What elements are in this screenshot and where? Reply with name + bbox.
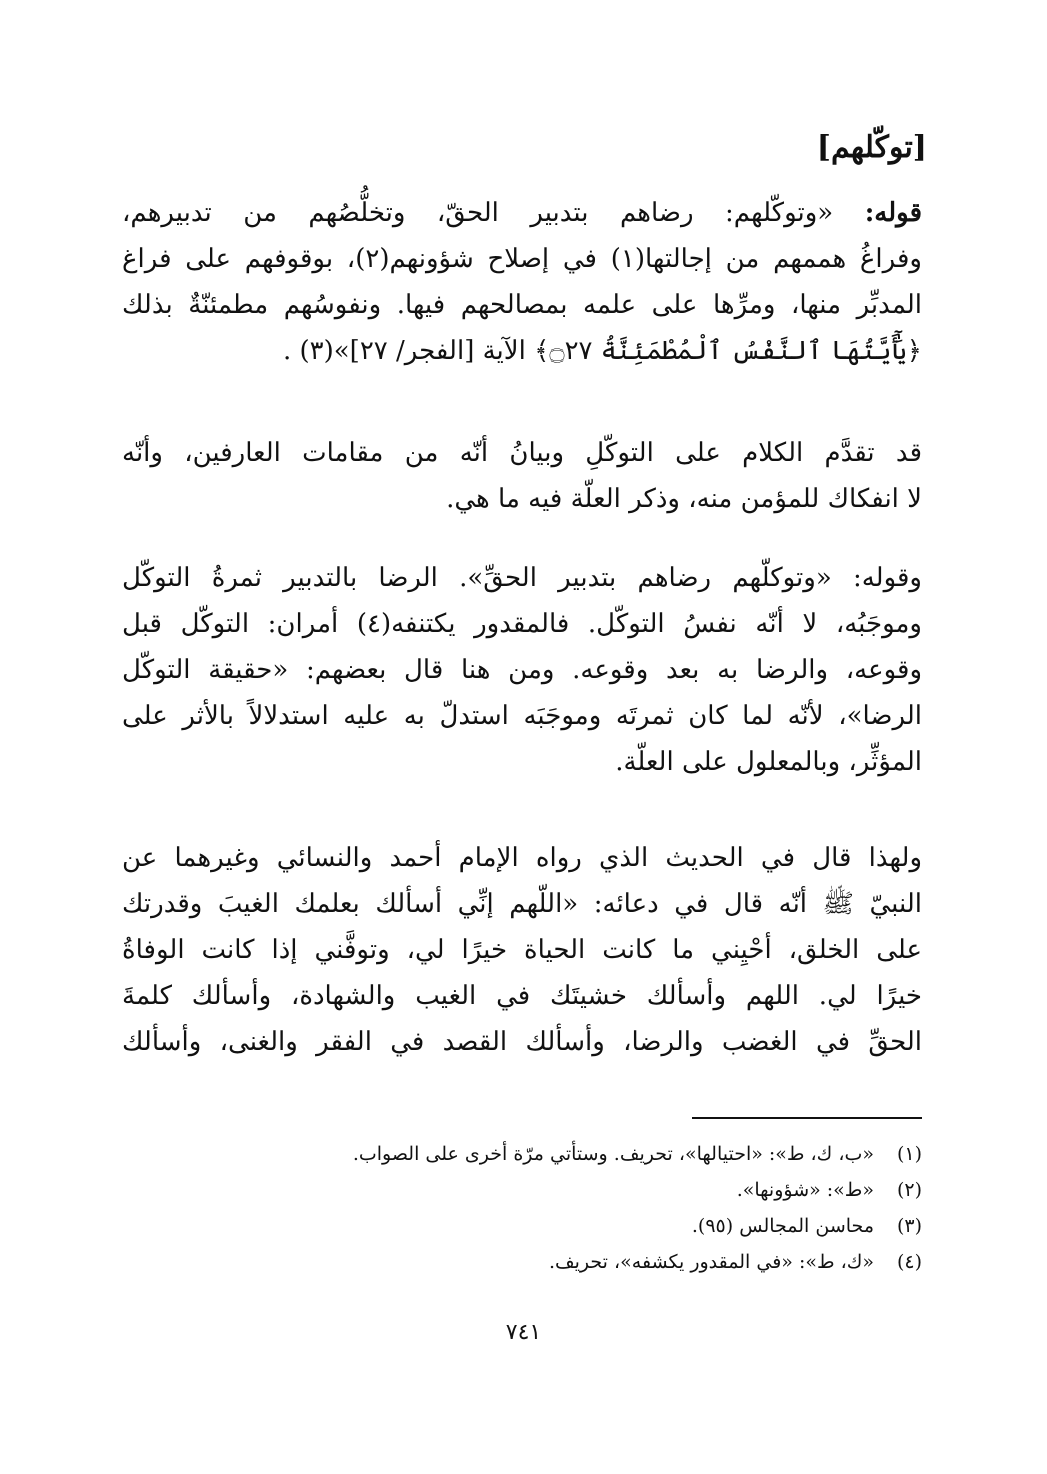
paragraph-line: وقوله: «وتوكلّهم رضاهم بتدبير الحقِّ». الرضا بالتدبير ثمرةُ التوكّل xyxy=(122,563,922,593)
footnote-divider xyxy=(692,1117,922,1119)
footnote xyxy=(122,1172,922,1208)
footnote-number: (٢) xyxy=(896,1179,922,1201)
footnote-number: (١) xyxy=(896,1143,922,1165)
footnote xyxy=(122,1244,922,1280)
paragraph-line: المؤثِّر، وبالمعلول على العلّة. xyxy=(615,747,922,777)
paragraph-line: على الخلق، أحْيِني ما كانت الحياة خيرًا لي، وتوفَّني إذا كانت الوفاةُ xyxy=(122,935,922,965)
paragraph-hadith xyxy=(122,835,922,1065)
paragraph-lead: قوله: xyxy=(864,198,923,228)
footnote-text: محاسن المجالس (٩٥). xyxy=(691,1215,874,1237)
footnote xyxy=(122,1136,922,1172)
paragraph-line: النبيّ ﷺ أنّه قال في دعائه: «اللّهم إنِّي أسألك بعلمك الغيبَ وقدرتك xyxy=(122,889,922,919)
paragraph-line: الرضا»، لأنّه لما كان ثمرتَه وموجَبَه استدلّ به عليه استدلالاً بالأثر على xyxy=(122,701,922,731)
footnote-text: «ط»: «شؤونها». xyxy=(736,1179,874,1201)
paragraph-quote xyxy=(122,190,922,374)
paragraph-line: المدبِّر منها، ومرِّها على علمه بمصالحهم فيها. ونفوسُهم مطمئنّةٌ بذلك xyxy=(122,290,922,320)
section-heading: [توكّلهم] xyxy=(816,130,927,165)
paragraph-line: وفراغُ هممهم من إجالتها(١) في إصلاح شؤونهم(٢)، بوقوفهم على فراغ xyxy=(122,244,922,274)
paragraph-line: وموجَبُه، لا أنّه نفسُ التوكّل. فالمقدور يكتنفه(٤) أمران: التوكّل قبل xyxy=(122,609,922,639)
footnote-number: (٣) xyxy=(896,1215,922,1237)
paragraph-line: وقوعه، والرضا به بعد وقوعه. ومن هنا قال بعضهم: «حقيقة التوكّل xyxy=(122,655,922,685)
page-number: ٧٤١ xyxy=(505,1320,542,1345)
paragraph-line: قوله: «وتوكّلهم: رضاهم بتدبير الحقّ، وتخلُّصُهم من تدبيرهم، xyxy=(122,198,923,228)
footnote-number: (٤) xyxy=(896,1251,922,1273)
paragraph-commentary xyxy=(122,555,922,785)
paragraph-line: خيرًا لي. اللهم وأسألك خشيتَك في الغيب والشهادة، وأسألك كلمةَ xyxy=(122,981,922,1011)
paragraph-line: قد تقدَّم الكلام على التوكّلِ وبيانُ أنّه من مقامات العارفين، وأنّه xyxy=(122,438,922,468)
paragraph-commentary xyxy=(122,430,922,522)
footnote-text: «ب، ك، ط»: «احتيالها»، تحريف. وستأتي مرّة أخرى على الصواب. xyxy=(352,1143,874,1165)
footnote-text: «ك، ط»: «في المقدور يكشفه»، تحريف. xyxy=(548,1251,874,1273)
footnotes xyxy=(122,1136,922,1280)
paragraph-line: ﴿يَٰٓأَيَّتُهَا ٱلنَّفْسُ ٱلْمُطْمَئِنَّةُ ۝٢٧﴾ الآية [الفجر/ ٢٧]»(٣) . xyxy=(282,336,922,366)
paragraph-line: ولهذا قال في الحديث الذي رواه الإمام أحمد والنسائي وغيرهما عن xyxy=(122,843,922,873)
paragraph-line: لا انفكاك للمؤمن منه، وذكر العلّة فيه ما هي. xyxy=(446,484,922,514)
paragraph-line: الحقِّ في الغضب والرضا، وأسألك القصد في الفقر والغنى، وأسألك xyxy=(122,1027,922,1057)
footnote xyxy=(122,1208,922,1244)
